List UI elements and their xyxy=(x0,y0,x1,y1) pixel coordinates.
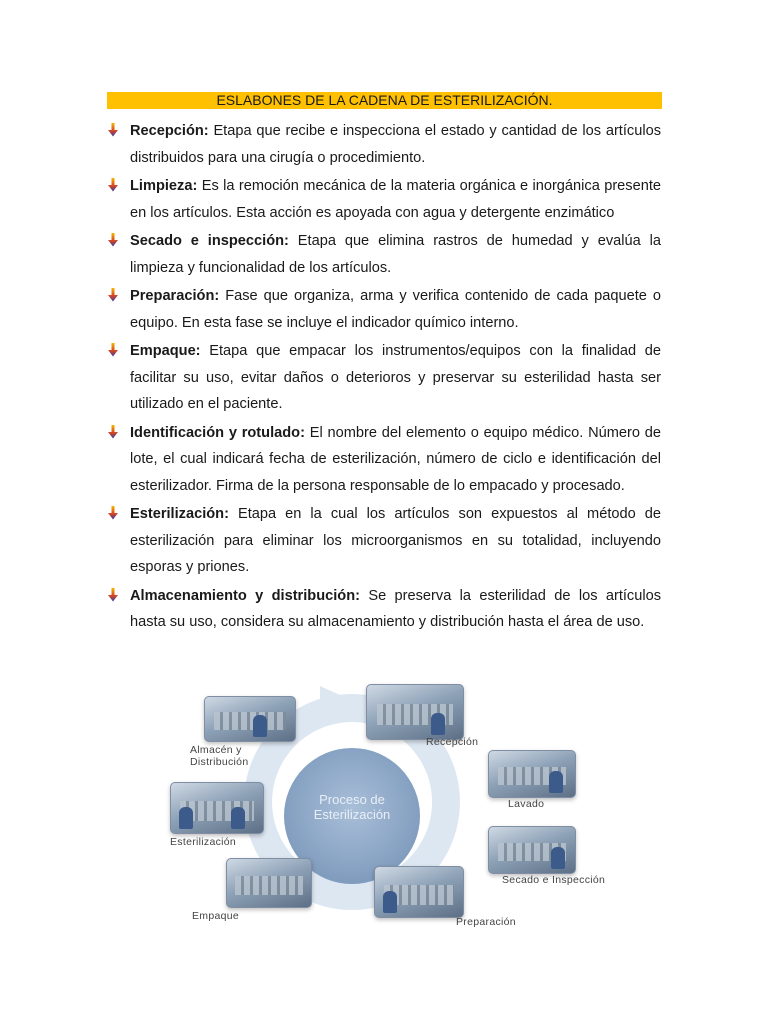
bullet-arrow-icon xyxy=(107,588,119,602)
step-label-secado: Secado e Inspección xyxy=(502,874,606,886)
list-item-term: Almacenamiento y distribución: xyxy=(130,587,360,604)
list-item-term: Empaque: xyxy=(130,343,201,359)
list-item-description: Se preserva la esterilidad de los artículos hasta su uso, considera su almacenamiento y distribución hasta el área de uso. xyxy=(130,587,661,630)
step-photo-almacen xyxy=(204,696,296,742)
list-item-text xyxy=(130,501,661,581)
bullet-arrow-icon xyxy=(107,343,119,357)
list-item-description: El nombre del elemento o equipo médico. Número de lote, el cual indicará fecha de esterilización, número de ciclo e identificación del esterilizador. Firma de la persona responsable de lo empacado y procesado. xyxy=(130,424,662,494)
bullet-arrow-icon xyxy=(107,506,119,520)
bullet-arrow-icon xyxy=(107,178,119,192)
step-label-lavado: Lavado xyxy=(508,798,545,810)
list-item xyxy=(105,338,661,418)
sterilization-cycle-diagram xyxy=(170,680,630,932)
step-label-preparacion: Preparación xyxy=(456,916,516,928)
step-photo-secado xyxy=(488,826,576,874)
chain-links-list xyxy=(105,118,661,638)
list-item-description: Etapa que recibe e inspecciona el estado y cantidad de los artículos distribuidos para una cirugía o procedimiento. xyxy=(130,123,661,166)
step-label-empaque: Empaque xyxy=(192,910,240,922)
bullet-arrow-icon xyxy=(107,233,119,247)
list-item-term: Identificación y rotulado: xyxy=(130,424,305,441)
list-item-text xyxy=(130,338,661,418)
list-item xyxy=(105,173,661,226)
bullet-arrow-icon xyxy=(107,288,119,302)
list-item-text xyxy=(130,583,661,636)
list-item-term: Esterilización: xyxy=(130,506,229,522)
list-item xyxy=(105,501,661,581)
list-item xyxy=(105,228,661,281)
list-item-term: Secado e inspección: xyxy=(130,233,289,249)
step-label-recepcion: Recepción xyxy=(426,736,479,748)
step-photo-esterilizacion xyxy=(170,782,264,834)
step-label-almacen: Almacén y Distribución xyxy=(190,744,249,768)
list-item xyxy=(105,118,661,171)
list-item-description: Es la remoción mecánica de la materia orgánica e inorgánica presente en los artículos. Esta acción es apoyada con agua y detergente enzimático xyxy=(130,178,661,221)
list-item-term: Limpieza: xyxy=(130,178,198,194)
list-item-description: Etapa que empacar los instrumentos/equipos con la finalidad de facilitar su uso, evitar daños o deterioros y preservar su esterilidad hasta ser utilizado en el paciente. xyxy=(130,343,661,412)
step-label-esterilizacion: Esterilización xyxy=(170,836,237,848)
bullet-arrow-icon xyxy=(107,123,119,137)
step-photo-recepcion xyxy=(366,684,464,740)
step-photo-preparacion xyxy=(374,866,464,918)
list-item xyxy=(105,420,661,500)
bullet-arrow-icon xyxy=(107,425,119,439)
list-item-term: Recepción: xyxy=(130,123,209,139)
list-item-text xyxy=(130,228,661,281)
list-item-description: Etapa que elimina rastros de humedad y evalúa la limpieza y funcionalidad de los artículos. xyxy=(130,233,661,276)
center-label: Proceso de Esterilización xyxy=(313,792,391,822)
list-item-description: Fase que organiza, arma y verifica contenido de cada paquete o equipo. En esta fase se incluye el indicador químico interno. xyxy=(130,288,661,331)
list-item-text xyxy=(130,118,661,171)
list-item-text xyxy=(130,283,661,336)
list-item-text xyxy=(130,420,661,500)
list-item-text xyxy=(130,173,661,226)
list-item-term: Preparación: xyxy=(130,288,220,304)
list-item xyxy=(105,583,661,636)
step-photo-lavado xyxy=(488,750,576,798)
document-title: ESLABONES DE LA CADENA DE ESTERILIZACIÓN. xyxy=(107,92,662,109)
list-item-description: Etapa en la cual los artículos son expuestos al método de esterilización para eliminar los microorganismos en su totalidad, incluyendo esporas y priones. xyxy=(130,506,661,575)
step-photo-empaque xyxy=(226,858,312,908)
list-item xyxy=(105,283,661,336)
